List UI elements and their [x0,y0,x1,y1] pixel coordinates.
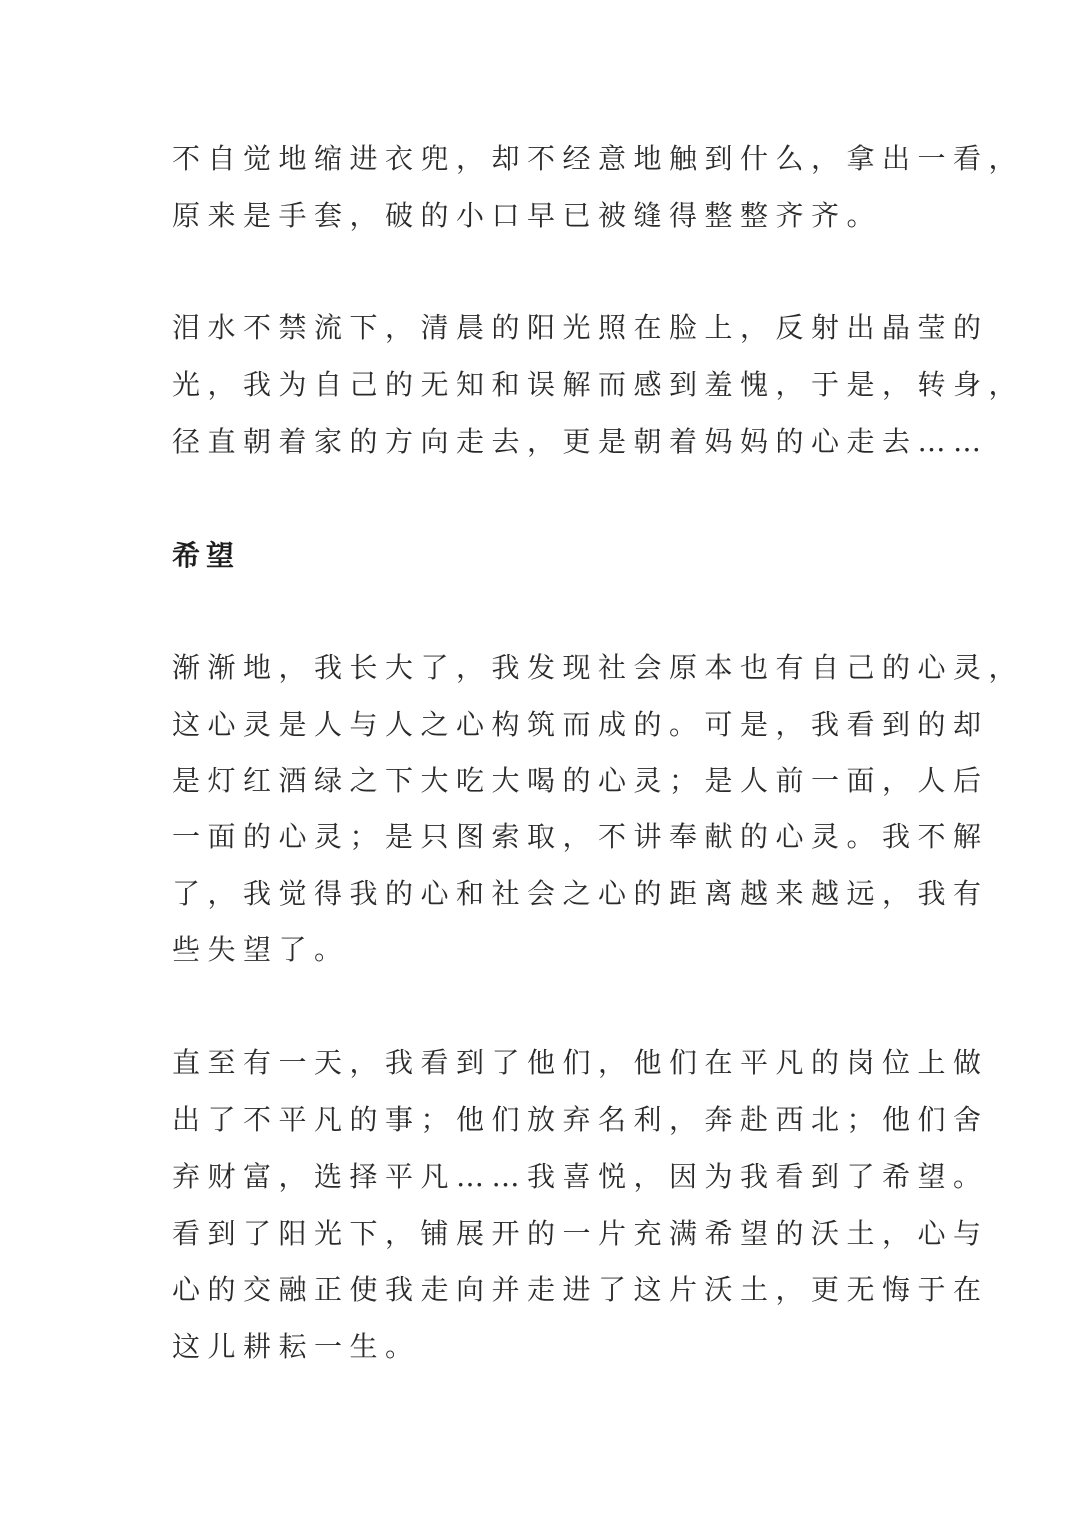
paragraph-3-line-2: 这心灵是人与人之心构筑而成的。可是，我看到的却 [172,708,989,741]
paragraph-3-line-5: 了，我觉得我的心和社会之心的距离越来越远，我有 [172,877,989,910]
paragraph-3-line-4: 一面的心灵；是只图索取，不讲奉献的心灵。我不解 [172,820,989,853]
paragraph-4-line-5: 心的交融正使我走向并走进了这片沃土，更无悔于在 [172,1273,989,1306]
paragraph-4-line-4: 看到了阳光下，铺展开的一片充满希望的沃土，心与 [172,1217,989,1250]
paragraph-1-line-2: 原来是手套，破的小口早已被缝得整整齐齐。 [172,199,883,232]
paragraph-3-line-6: 些失望了。 [172,933,350,966]
paragraph-2-line-2: 光，我为自己的无知和误解而感到羞愧，于是，转身， [172,368,1025,401]
paragraph-4-line-3: 弃财富，选择平凡……我喜悦，因为我看到了希望。 [172,1160,989,1193]
paragraph-4-line-1: 直至有一天，我看到了他们，他们在平凡的岗位上做 [172,1046,989,1079]
paragraph-2-line-1: 泪水不禁流下，清晨的阳光照在脸上，反射出晶莹的 [172,311,989,344]
paragraph-3-line-1: 渐渐地，我长大了，我发现社会原本也有自己的心灵， [172,651,1025,684]
paragraph-4-line-6: 这儿耕耘一生。 [172,1330,421,1363]
paragraph-3-line-3: 是灯红酒绿之下大吃大喝的心灵；是人前一面，人后 [172,764,989,797]
paragraph-2-line-3: 径直朝着家的方向走去，更是朝着妈妈的心走去…… [172,425,989,458]
paragraph-1-line-1: 不自觉地缩进衣兜，却不经意地触到什么，拿出一看， [172,142,1025,175]
paragraph-4-line-2: 出了不平凡的事；他们放弃名利，奔赴西北；他们舍 [172,1103,989,1136]
section-heading: 希望 [172,539,241,572]
